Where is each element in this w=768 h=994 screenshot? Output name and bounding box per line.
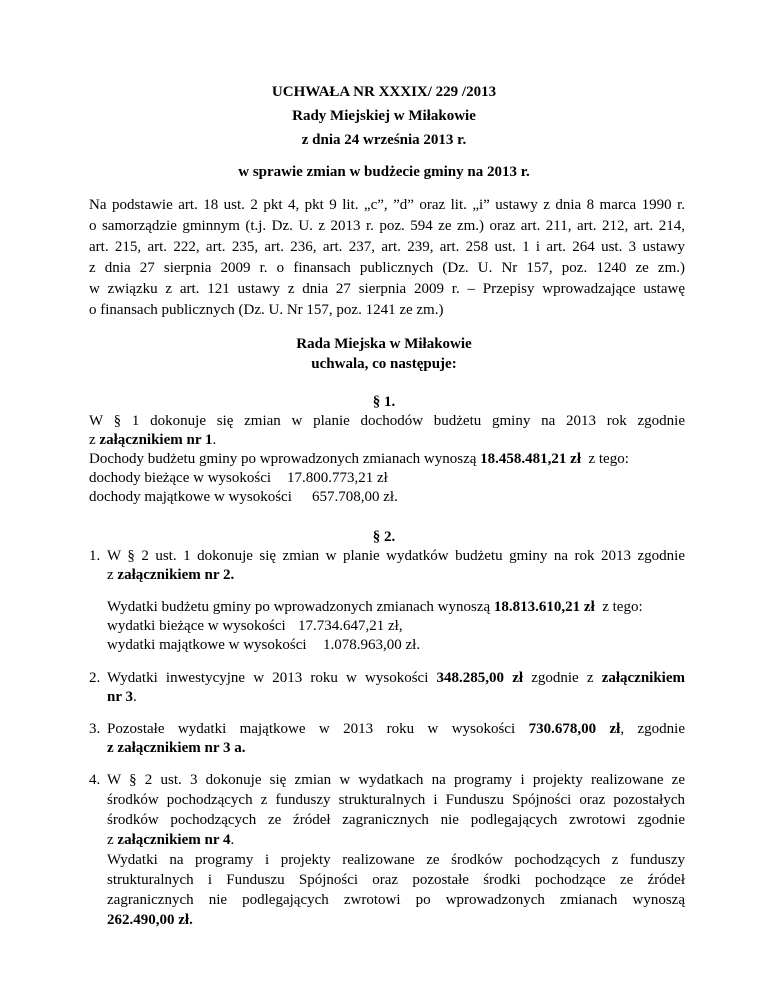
preamble-line: art. 215, art. 222, art. 235, art. 236, art. 237, art. 239, art. 258 ust. 1 i art. 264 ust. 3 ustawy [89, 239, 685, 255]
item-4-line: zagranicznych nie podlegających zwrotowi po wprowadzonych zmianach wynoszą [107, 892, 685, 908]
preamble-line: z dnia 27 sierpnia 2009 r. o finansach publicznych (Dz. U. Nr 157, poz. 1240 ze zm.) [89, 260, 685, 276]
income-current-label: dochody bieżące w wysokości [89, 470, 272, 486]
item-4-total: 262.490,00 zł. [107, 912, 193, 928]
item-number: 3. [89, 721, 101, 737]
expense-capital-label: wydatki majątkowe w wysokości [107, 637, 307, 653]
resolution-title: UCHWAŁA NR XXXIX/ 229 /2013 [271, 84, 497, 100]
preamble-line: o finansach publicznych (Dz. U. Nr 157, poz. 1241 ze zm.) [89, 302, 444, 318]
item-3-line: Pozostałe wydatki majątkowe w 2013 roku w wysokości 730.678,00 zł, zgodnie [107, 721, 686, 737]
section-1-line: z załącznikiem nr 1. [89, 432, 217, 448]
council-name: Rady Miejskiej w Miłakowie [292, 108, 476, 124]
preamble-line: w związku z art. 121 ustawy z dnia 27 sierpnia 2009 r. – Przepisy wprowadzające ustawę [89, 281, 685, 297]
item-2-line: Wydatki inwestycyjne w 2013 roku w wysokości 348.285,00 zł zgodnie z załącznikiem [107, 670, 686, 686]
section-1-heading: § 1. [372, 394, 396, 410]
section-1-line: W § 1 dokonuje się zmian w planie dochodów budżetu gminy na 2013 rok zgodnie [89, 413, 685, 429]
section-1-income-total: Dochody budżetu gminy po wprowadzonych zmianach wynoszą 18.458.481,21 zł z tego: [89, 451, 629, 467]
item-2-line: nr 3. [107, 689, 137, 705]
expense-total: Wydatki budżetu gminy po wprowadzonych zmianach wynoszą 18.813.610,21 zł z tego: [107, 599, 643, 615]
income-current-value: 17.800.773,21 zł [287, 470, 388, 486]
resolution-date: z dnia 24 września 2013 r. [301, 132, 467, 148]
item-number: 4. [89, 772, 101, 788]
item-number: 1. [89, 548, 101, 564]
resolves-line-1: Rada Miejska w Miłakowie [296, 336, 472, 352]
expense-current-label: wydatki bieżące w wysokości [107, 618, 286, 634]
item-3-line: z załącznikiem nr 3 a. [107, 740, 246, 756]
income-capital-value: 657.708,00 zł. [312, 489, 398, 505]
income-capital-label: dochody majątkowe w wysokości [89, 489, 292, 505]
resolution-subject: w sprawie zmian w budżecie gminy na 2013 r. [238, 164, 530, 180]
expense-current-value: 17.734.647,21 zł, [298, 618, 403, 634]
item-4-line: z załącznikiem nr 4. [107, 832, 235, 848]
preamble-line: Na podstawie art. 18 ust. 2 pkt 4, pkt 9 lit. „c”, ”d” oraz lit. „i” ustawy z dnia 8 marca 1990 r. [89, 197, 685, 213]
item-4-line: środków pochodzących z funduszy strukturalnych i Funduszu Spójności oraz pozostałych [107, 792, 685, 808]
item-1-line: z załącznikiem nr 2. [107, 567, 235, 583]
item-4-line: Wydatki na programy i projekty realizowane ze środków pochodzących z funduszy [107, 852, 685, 868]
item-number: 2. [89, 670, 101, 686]
expense-capital-value: 1.078.963,00 zł. [323, 637, 421, 653]
item-4-line: środków pochodzących ze źródeł zagranicznych nie podlegających zwrotowi zgodnie [107, 812, 685, 828]
item-4-line: W § 2 ust. 3 dokonuje się zmian w wydatkach na programy i projekty realizowane ze [107, 772, 685, 788]
resolves-line-2: uchwala, co następuje: [311, 356, 457, 372]
section-2-heading: § 2. [372, 529, 396, 545]
item-1-line: W § 2 ust. 1 dokonuje się zmian w planie wydatków budżetu gminy na rok 2013 zgodnie [107, 548, 685, 564]
item-4-line: strukturalnych i Funduszu Spójności oraz pozostałe środki pochodzące ze źródeł [107, 872, 685, 888]
preamble-line: o samorządzie gminnym (t.j. Dz. U. z 2013 r. poz. 594 ze zm.) oraz art. 211, art. 212, art. 214, [89, 218, 685, 234]
